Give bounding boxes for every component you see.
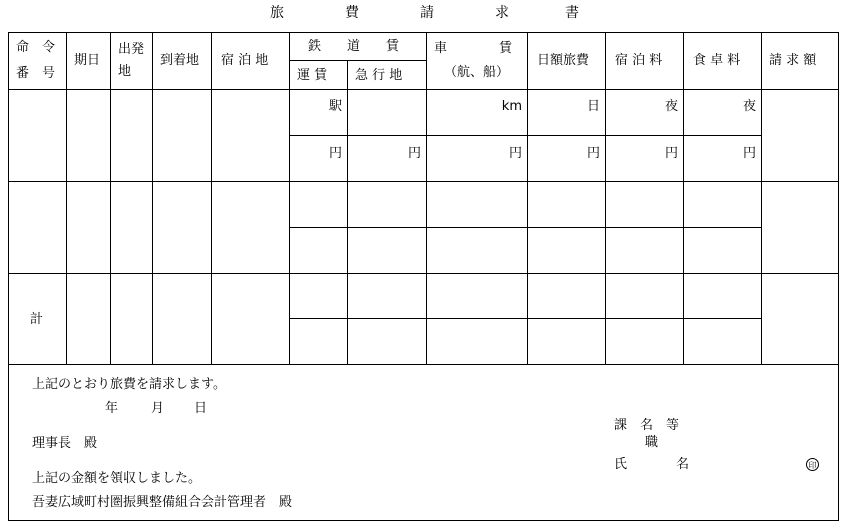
unit-night: 夜 (664, 99, 678, 114)
header-daily-allowance: 日額旅費 (537, 53, 590, 68)
addressee: 理事長 殿 (32, 436, 98, 451)
position-label: 職 (645, 435, 659, 450)
unit-yen: 円 (328, 146, 342, 161)
accountant-addressee: 吾妻広域町村圏振興整備組合会計管理者 殿 (32, 495, 293, 510)
title-char: 請 (420, 5, 434, 21)
header-claim-amount: 請 求 額 (769, 53, 817, 68)
title-char: 費 (345, 5, 359, 21)
header-lodging-fee: 宿 泊 料 (615, 53, 663, 68)
title-char: 求 (495, 5, 509, 21)
section-label: 課 名 等 (614, 418, 680, 433)
unit-yen: 円 (586, 146, 600, 161)
header-order-no: 番 号 (16, 66, 56, 81)
header-departure: 出発 (118, 42, 145, 57)
header-car-fare: 車 賃 (434, 41, 513, 56)
name-label: 氏 (614, 457, 628, 472)
total-label: 計 (30, 312, 44, 327)
header-departure: 地 (118, 64, 132, 79)
date-day: 日 (194, 401, 208, 416)
header-fare: 運 賃 (297, 68, 328, 83)
header-car-fare: （航、船） (444, 65, 510, 80)
date-year: 年 (105, 401, 119, 416)
header-railway: 鉄 道 賃 (308, 39, 400, 54)
header-express: 急 行 地 (355, 68, 403, 83)
unit-yen: 円 (508, 146, 522, 161)
header-order-no: 命 令 (16, 40, 56, 55)
header-meal-fee: 食 卓 料 (693, 53, 741, 68)
claim-statement: 上記のとおり旅費を請求します。 (32, 377, 226, 392)
receipt-statement: 上記の金額を領収しました。 (32, 471, 202, 486)
unit-yen: 円 (664, 146, 678, 161)
unit-day: 日 (586, 99, 600, 114)
title-char: 書 (565, 5, 579, 21)
unit-yen: 円 (407, 146, 421, 161)
header-arrival: 到着地 (160, 53, 200, 68)
unit-yen: 円 (742, 146, 756, 161)
header-date: 期日 (74, 53, 101, 68)
title-char: 旅 (270, 5, 284, 21)
unit-station: 駅 (328, 99, 342, 114)
header-lodging-place: 宿 泊 地 (221, 53, 269, 68)
seal-mark: 印 (806, 458, 819, 471)
date-month: 月 (151, 401, 165, 416)
name-label: 名 (676, 457, 690, 472)
unit-km: km (501, 99, 522, 114)
unit-night: 夜 (742, 99, 756, 114)
